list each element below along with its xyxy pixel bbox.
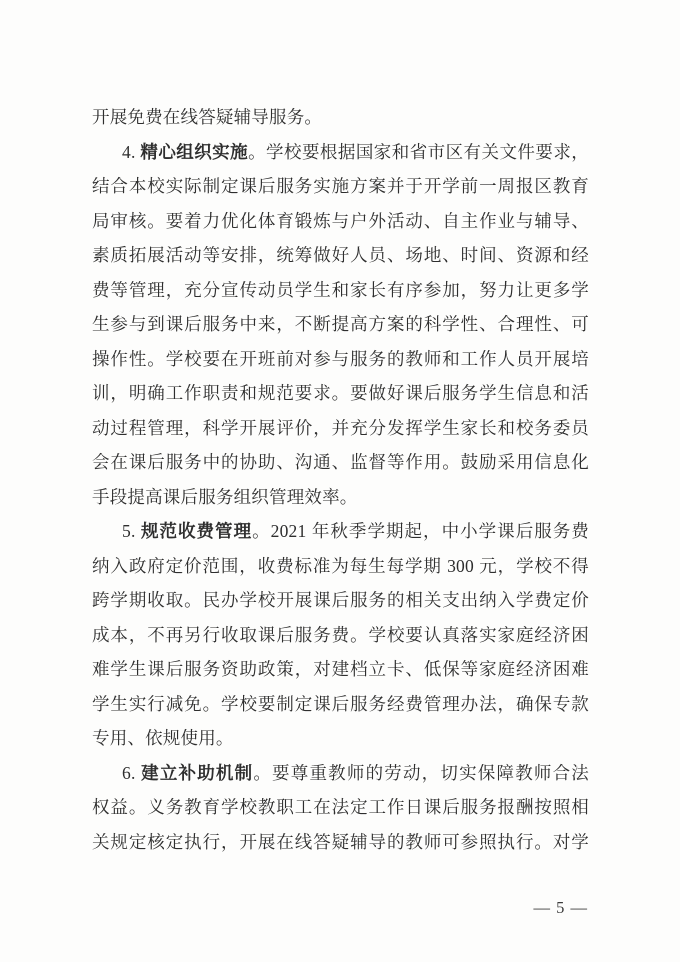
- body-text: 。要尊重教师的劳动，切实保障教师合法: [253, 762, 589, 783]
- text-line: [92, 342, 589, 377]
- body-text: 专用、依规使用。: [92, 728, 234, 748]
- body-text: 关规定核定执行，开展在线答疑辅导的教师可参照执行。对学: [92, 831, 589, 852]
- body-text: 跨学期收取。民办学校开展课后服务的相关支出纳入学费定价: [92, 590, 589, 610]
- body-text: 生参与到课后服务中来，不断提高方案的科学性、合理性、可: [92, 314, 589, 334]
- body-text: 6.: [122, 762, 142, 783]
- body-text: 结合本校实际制定课后服务实施方案并于开学前一周报区教育: [92, 176, 589, 196]
- text-line: [92, 721, 589, 756]
- text-line: [92, 411, 589, 446]
- body-text: 权益。义务教育学校教职工在法定工作日课后服务报酬按照相: [92, 797, 589, 817]
- body-text: 难学生课后服务资助政策，对建档立卡、低保等家庭经济困难: [92, 659, 589, 679]
- document-body: [92, 100, 589, 859]
- body-text: 4.: [122, 141, 141, 162]
- text-line: [92, 273, 589, 308]
- section-heading-text: 规范收费管理: [140, 521, 253, 541]
- body-text: 手段提高课后服务组织管理效率。: [92, 486, 358, 507]
- body-text: 操作性。学校要在开班前对参与服务的教师和工作人员开展培: [92, 348, 589, 369]
- body-text: 开展免费在线答疑辅导服务。: [92, 107, 323, 127]
- text-line: [92, 756, 589, 791]
- body-text: 5.: [122, 521, 141, 541]
- text-line: [92, 583, 589, 618]
- section-heading-text: 建立补助机制: [141, 762, 254, 783]
- text-line: [92, 100, 589, 135]
- text-line: [92, 204, 589, 239]
- body-text: 训，明确工作职责和规范要求。要做好课后服务学生信息和活: [92, 383, 589, 403]
- text-line: [92, 238, 589, 273]
- text-line: [92, 549, 589, 584]
- page-number: — 5 —: [533, 898, 588, 917]
- text-line: [92, 445, 589, 480]
- text-line: [92, 376, 589, 411]
- text-line: [92, 514, 589, 549]
- body-text: 局审核。要着力优化体育锻炼与户外活动、自主作业与辅导、: [92, 210, 589, 231]
- body-text: 会在课后服务中的协助、沟通、监督等作用。鼓励采用信息化: [92, 452, 589, 472]
- text-line: [92, 687, 589, 722]
- body-text: 学生实行减免。学校要制定课后服务经费管理办法，确保专款: [92, 693, 589, 714]
- text-line: [92, 169, 589, 204]
- body-text: 。学校要根据国家和省市区有关文件要求，: [248, 141, 589, 162]
- section-heading-text: 精心组织实施: [140, 141, 249, 162]
- text-line: [92, 618, 589, 653]
- text-line: [92, 135, 589, 170]
- body-text: 纳入政府定价范围，收费标准为每生每学期 300 元，学校不得: [92, 555, 589, 576]
- text-line: [92, 825, 589, 860]
- text-line: [92, 652, 589, 687]
- text-line: [92, 790, 589, 825]
- body-text: 费等管理，充分宣传动员学生和家长有序参加，努力让更多学: [92, 279, 589, 300]
- text-line: [92, 480, 589, 515]
- text-line: [92, 307, 589, 342]
- body-text: 动过程管理，科学开展评价，并充分发挥学生家长和校务委员: [92, 417, 589, 438]
- body-text: 成本，不再另行收取课后服务费。学校要认真落实家庭经济困: [92, 624, 589, 645]
- body-text: 。2021 年秋季学期起，中小学课后服务费: [252, 521, 589, 541]
- body-text: 素质拓展活动等安排，统筹做好人员、场地、时间、资源和经: [92, 245, 589, 265]
